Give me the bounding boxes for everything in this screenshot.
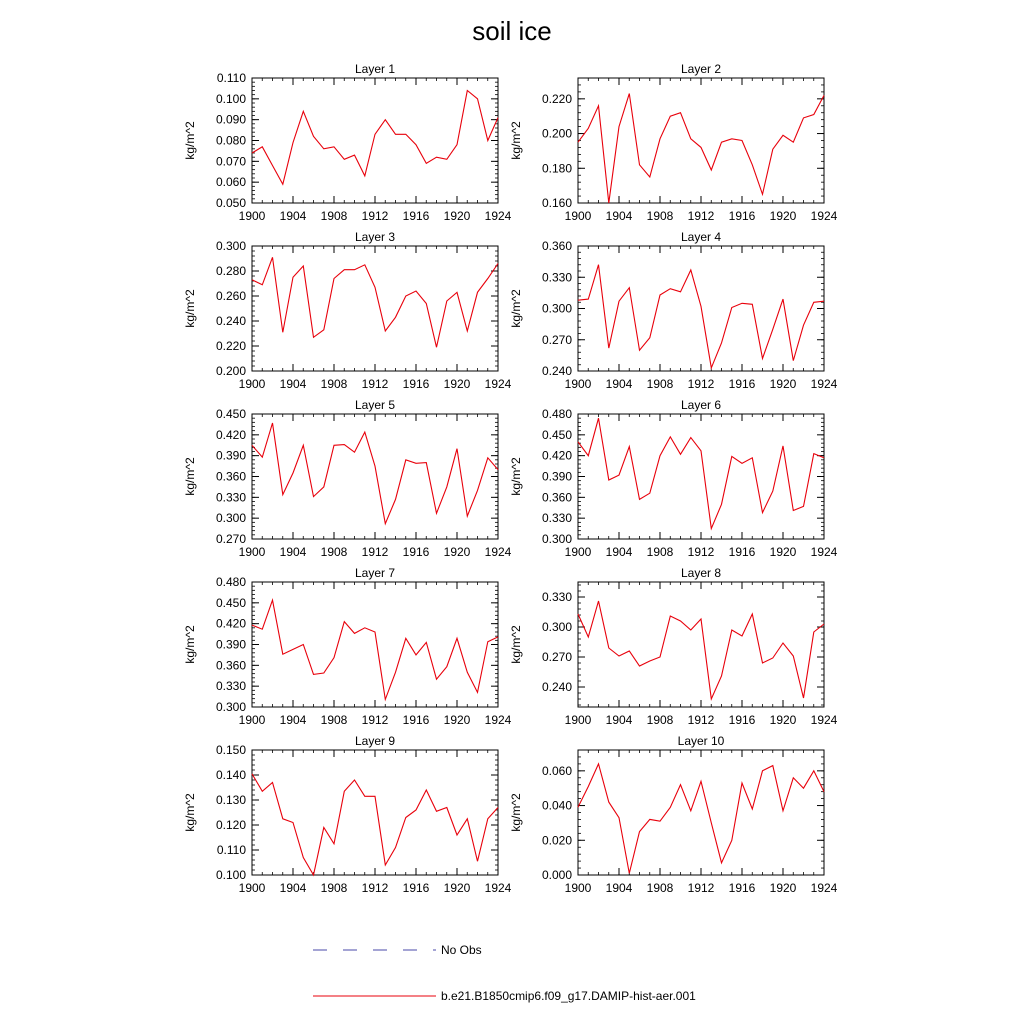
y-tick-label: 0.100 — [215, 91, 246, 106]
y-tick-label: 0.360 — [541, 239, 572, 253]
y-tick-label: 0.360 — [541, 490, 572, 505]
x-tick-label: 1916 — [402, 377, 430, 391]
y-tick-label: 0.200 — [215, 364, 246, 378]
x-tick-label: 1908 — [646, 545, 674, 559]
y-tick-label: 0.280 — [215, 264, 246, 278]
x-tick-label: 1924 — [484, 209, 512, 223]
y-axis-label: kg/m^2 — [509, 289, 523, 328]
y-tick-label: 0.300 — [215, 511, 246, 526]
x-tick-label: 1908 — [320, 377, 348, 391]
x-tick-label: 1904 — [605, 545, 633, 559]
y-tick-label: 0.100 — [215, 868, 246, 882]
plot-frame — [252, 582, 498, 707]
x-tick-label: 1900 — [564, 545, 592, 559]
y-tick-label: 0.330 — [215, 490, 246, 505]
x-tick-label: 1900 — [564, 881, 592, 895]
series-line — [578, 94, 824, 203]
x-tick-label: 1924 — [484, 377, 512, 391]
x-tick-label: 1924 — [810, 545, 838, 559]
x-tick-label: 1916 — [728, 377, 756, 391]
y-tick-label: 0.150 — [215, 743, 246, 757]
y-tick-label: 0.180 — [541, 161, 572, 176]
x-tick-label: 1924 — [484, 713, 512, 727]
panel-title: Layer 6 — [680, 398, 722, 412]
panel-title: Layer 5 — [354, 398, 396, 412]
y-tick-label: 0.090 — [215, 112, 246, 127]
y-tick-label: 0.160 — [541, 196, 572, 210]
y-tick-label: 0.240 — [541, 680, 572, 694]
panel-title: Layer 1 — [354, 62, 396, 76]
y-tick-label: 0.200 — [541, 126, 572, 141]
plot-frame — [252, 750, 498, 875]
y-tick-label: 0.220 — [215, 339, 246, 353]
x-tick-label: 1908 — [320, 713, 348, 727]
x-tick-label: 1900 — [564, 377, 592, 391]
x-tick-label: 1924 — [810, 881, 838, 895]
x-tick-label: 1904 — [605, 209, 633, 223]
x-tick-label: 1912 — [687, 545, 715, 559]
y-tick-label: 0.300 — [215, 239, 246, 253]
panel-title: Layer 4 — [680, 230, 722, 244]
x-tick-label: 1916 — [728, 209, 756, 223]
x-tick-label: 1900 — [564, 713, 592, 727]
y-tick-label: 0.140 — [215, 768, 246, 782]
legend-label-no-obs: No Obs — [441, 943, 482, 957]
panel-title: Layer 8 — [680, 566, 722, 580]
x-tick-label: 1912 — [361, 209, 389, 223]
x-tick-label: 1904 — [279, 881, 307, 895]
x-tick-label: 1900 — [564, 209, 592, 223]
x-tick-label: 1920 — [443, 377, 471, 391]
x-tick-label: 1924 — [810, 713, 838, 727]
y-tick-label: 0.420 — [215, 616, 246, 631]
y-tick-label: 0.050 — [215, 196, 246, 210]
y-tick-label: 0.220 — [541, 91, 572, 106]
y-tick-label: 0.360 — [215, 469, 246, 484]
x-tick-label: 1920 — [769, 377, 797, 391]
x-tick-label: 1916 — [728, 713, 756, 727]
y-tick-label: 0.300 — [541, 620, 572, 634]
x-tick-label: 1916 — [728, 545, 756, 559]
x-tick-label: 1908 — [320, 545, 348, 559]
x-tick-label: 1912 — [361, 713, 389, 727]
y-tick-label: 0.060 — [215, 175, 246, 190]
y-tick-label: 0.390 — [215, 637, 246, 652]
x-tick-label: 1924 — [810, 377, 838, 391]
y-tick-label: 0.450 — [215, 595, 246, 610]
x-tick-label: 1916 — [728, 881, 756, 895]
y-axis-label: kg/m^2 — [509, 793, 523, 832]
y-tick-label: 0.330 — [215, 679, 246, 694]
y-tick-label: 0.390 — [541, 469, 572, 484]
x-tick-label: 1900 — [238, 713, 266, 727]
x-tick-label: 1912 — [687, 713, 715, 727]
x-tick-label: 1908 — [646, 377, 674, 391]
x-tick-label: 1920 — [769, 209, 797, 223]
x-tick-label: 1900 — [238, 545, 266, 559]
y-tick-label: 0.080 — [215, 133, 246, 148]
figure-title: soil ice — [472, 16, 552, 46]
panel-title: Layer 3 — [354, 230, 396, 244]
series-line — [252, 91, 498, 185]
y-axis-label: kg/m^2 — [183, 289, 197, 328]
y-tick-label: 0.330 — [541, 270, 572, 285]
x-tick-label: 1904 — [279, 377, 307, 391]
x-tick-label: 1904 — [279, 545, 307, 559]
y-axis-label: kg/m^2 — [509, 457, 523, 496]
y-tick-label: 0.300 — [541, 301, 572, 316]
y-axis-label: kg/m^2 — [509, 625, 523, 664]
y-tick-label: 0.330 — [541, 590, 572, 604]
x-tick-label: 1908 — [646, 881, 674, 895]
x-tick-label: 1904 — [605, 713, 633, 727]
y-tick-label: 0.480 — [541, 407, 572, 421]
y-tick-label: 0.070 — [215, 154, 246, 169]
x-tick-label: 1904 — [279, 713, 307, 727]
plot-frame — [252, 78, 498, 203]
y-tick-label: 0.420 — [215, 427, 246, 442]
panel-title: Layer 9 — [354, 734, 396, 748]
x-tick-label: 1912 — [361, 545, 389, 559]
y-tick-label: 0.000 — [541, 868, 572, 882]
y-tick-label: 0.300 — [541, 532, 572, 546]
y-tick-label: 0.120 — [215, 818, 246, 832]
x-tick-label: 1920 — [769, 881, 797, 895]
x-tick-label: 1904 — [605, 377, 633, 391]
plot-frame — [578, 582, 824, 707]
series-line — [252, 423, 498, 524]
y-axis-label: kg/m^2 — [183, 121, 197, 160]
y-tick-label: 0.270 — [215, 532, 246, 546]
x-tick-label: 1920 — [443, 209, 471, 223]
y-tick-label: 0.330 — [541, 511, 572, 526]
y-tick-label: 0.270 — [541, 650, 572, 664]
y-tick-label: 0.270 — [541, 332, 572, 347]
series-line — [578, 601, 824, 699]
y-axis-label: kg/m^2 — [183, 625, 197, 664]
y-tick-label: 0.480 — [215, 575, 246, 589]
y-tick-label: 0.020 — [541, 833, 572, 848]
plot-frame — [578, 750, 824, 875]
x-tick-label: 1916 — [402, 713, 430, 727]
y-tick-label: 0.040 — [541, 798, 572, 813]
panel-title: Layer 10 — [677, 734, 725, 748]
series-line — [578, 418, 824, 528]
x-tick-label: 1924 — [810, 209, 838, 223]
y-tick-label: 0.300 — [215, 700, 246, 714]
x-tick-label: 1920 — [443, 881, 471, 895]
y-axis-label: kg/m^2 — [509, 121, 523, 160]
x-tick-label: 1900 — [238, 377, 266, 391]
y-tick-label: 0.110 — [216, 71, 246, 85]
y-tick-label: 0.110 — [216, 843, 246, 857]
x-tick-label: 1908 — [320, 881, 348, 895]
x-tick-label: 1916 — [402, 881, 430, 895]
x-tick-label: 1900 — [238, 881, 266, 895]
series-line — [252, 774, 498, 875]
x-tick-label: 1912 — [361, 377, 389, 391]
x-tick-label: 1924 — [484, 881, 512, 895]
series-line — [252, 257, 498, 347]
x-tick-label: 1908 — [320, 209, 348, 223]
series-line — [252, 600, 498, 699]
y-tick-label: 0.390 — [215, 448, 246, 463]
x-tick-label: 1916 — [402, 545, 430, 559]
y-tick-label: 0.450 — [541, 427, 572, 442]
x-tick-label: 1904 — [279, 209, 307, 223]
panel-title: Layer 7 — [354, 566, 396, 580]
y-tick-label: 0.060 — [541, 763, 572, 778]
legend-label-model: b.e21.B1850cmip6.f09_g17.DAMIP-hist-aer.001 — [441, 989, 696, 1003]
x-tick-label: 1920 — [769, 713, 797, 727]
series-line — [578, 764, 824, 873]
plot-frame — [578, 78, 824, 203]
y-tick-label: 0.240 — [215, 314, 246, 328]
series-line — [578, 265, 824, 368]
x-tick-label: 1920 — [769, 545, 797, 559]
x-tick-label: 1920 — [443, 545, 471, 559]
y-axis-label: kg/m^2 — [183, 457, 197, 496]
x-tick-label: 1920 — [443, 713, 471, 727]
x-tick-label: 1912 — [687, 881, 715, 895]
y-tick-label: 0.130 — [215, 793, 246, 807]
x-tick-label: 1908 — [646, 713, 674, 727]
y-axis-label: kg/m^2 — [183, 793, 197, 832]
y-tick-label: 0.260 — [215, 289, 246, 303]
x-tick-label: 1924 — [484, 545, 512, 559]
y-tick-label: 0.240 — [541, 364, 572, 378]
y-tick-label: 0.420 — [541, 448, 572, 463]
x-tick-label: 1916 — [402, 209, 430, 223]
x-tick-label: 1904 — [605, 881, 633, 895]
x-tick-label: 1900 — [238, 209, 266, 223]
panel-title: Layer 2 — [680, 62, 722, 76]
y-tick-label: 0.450 — [215, 407, 246, 421]
x-tick-label: 1912 — [361, 881, 389, 895]
x-tick-label: 1912 — [687, 377, 715, 391]
x-tick-label: 1908 — [646, 209, 674, 223]
y-tick-label: 0.360 — [215, 658, 246, 673]
x-tick-label: 1912 — [687, 209, 715, 223]
